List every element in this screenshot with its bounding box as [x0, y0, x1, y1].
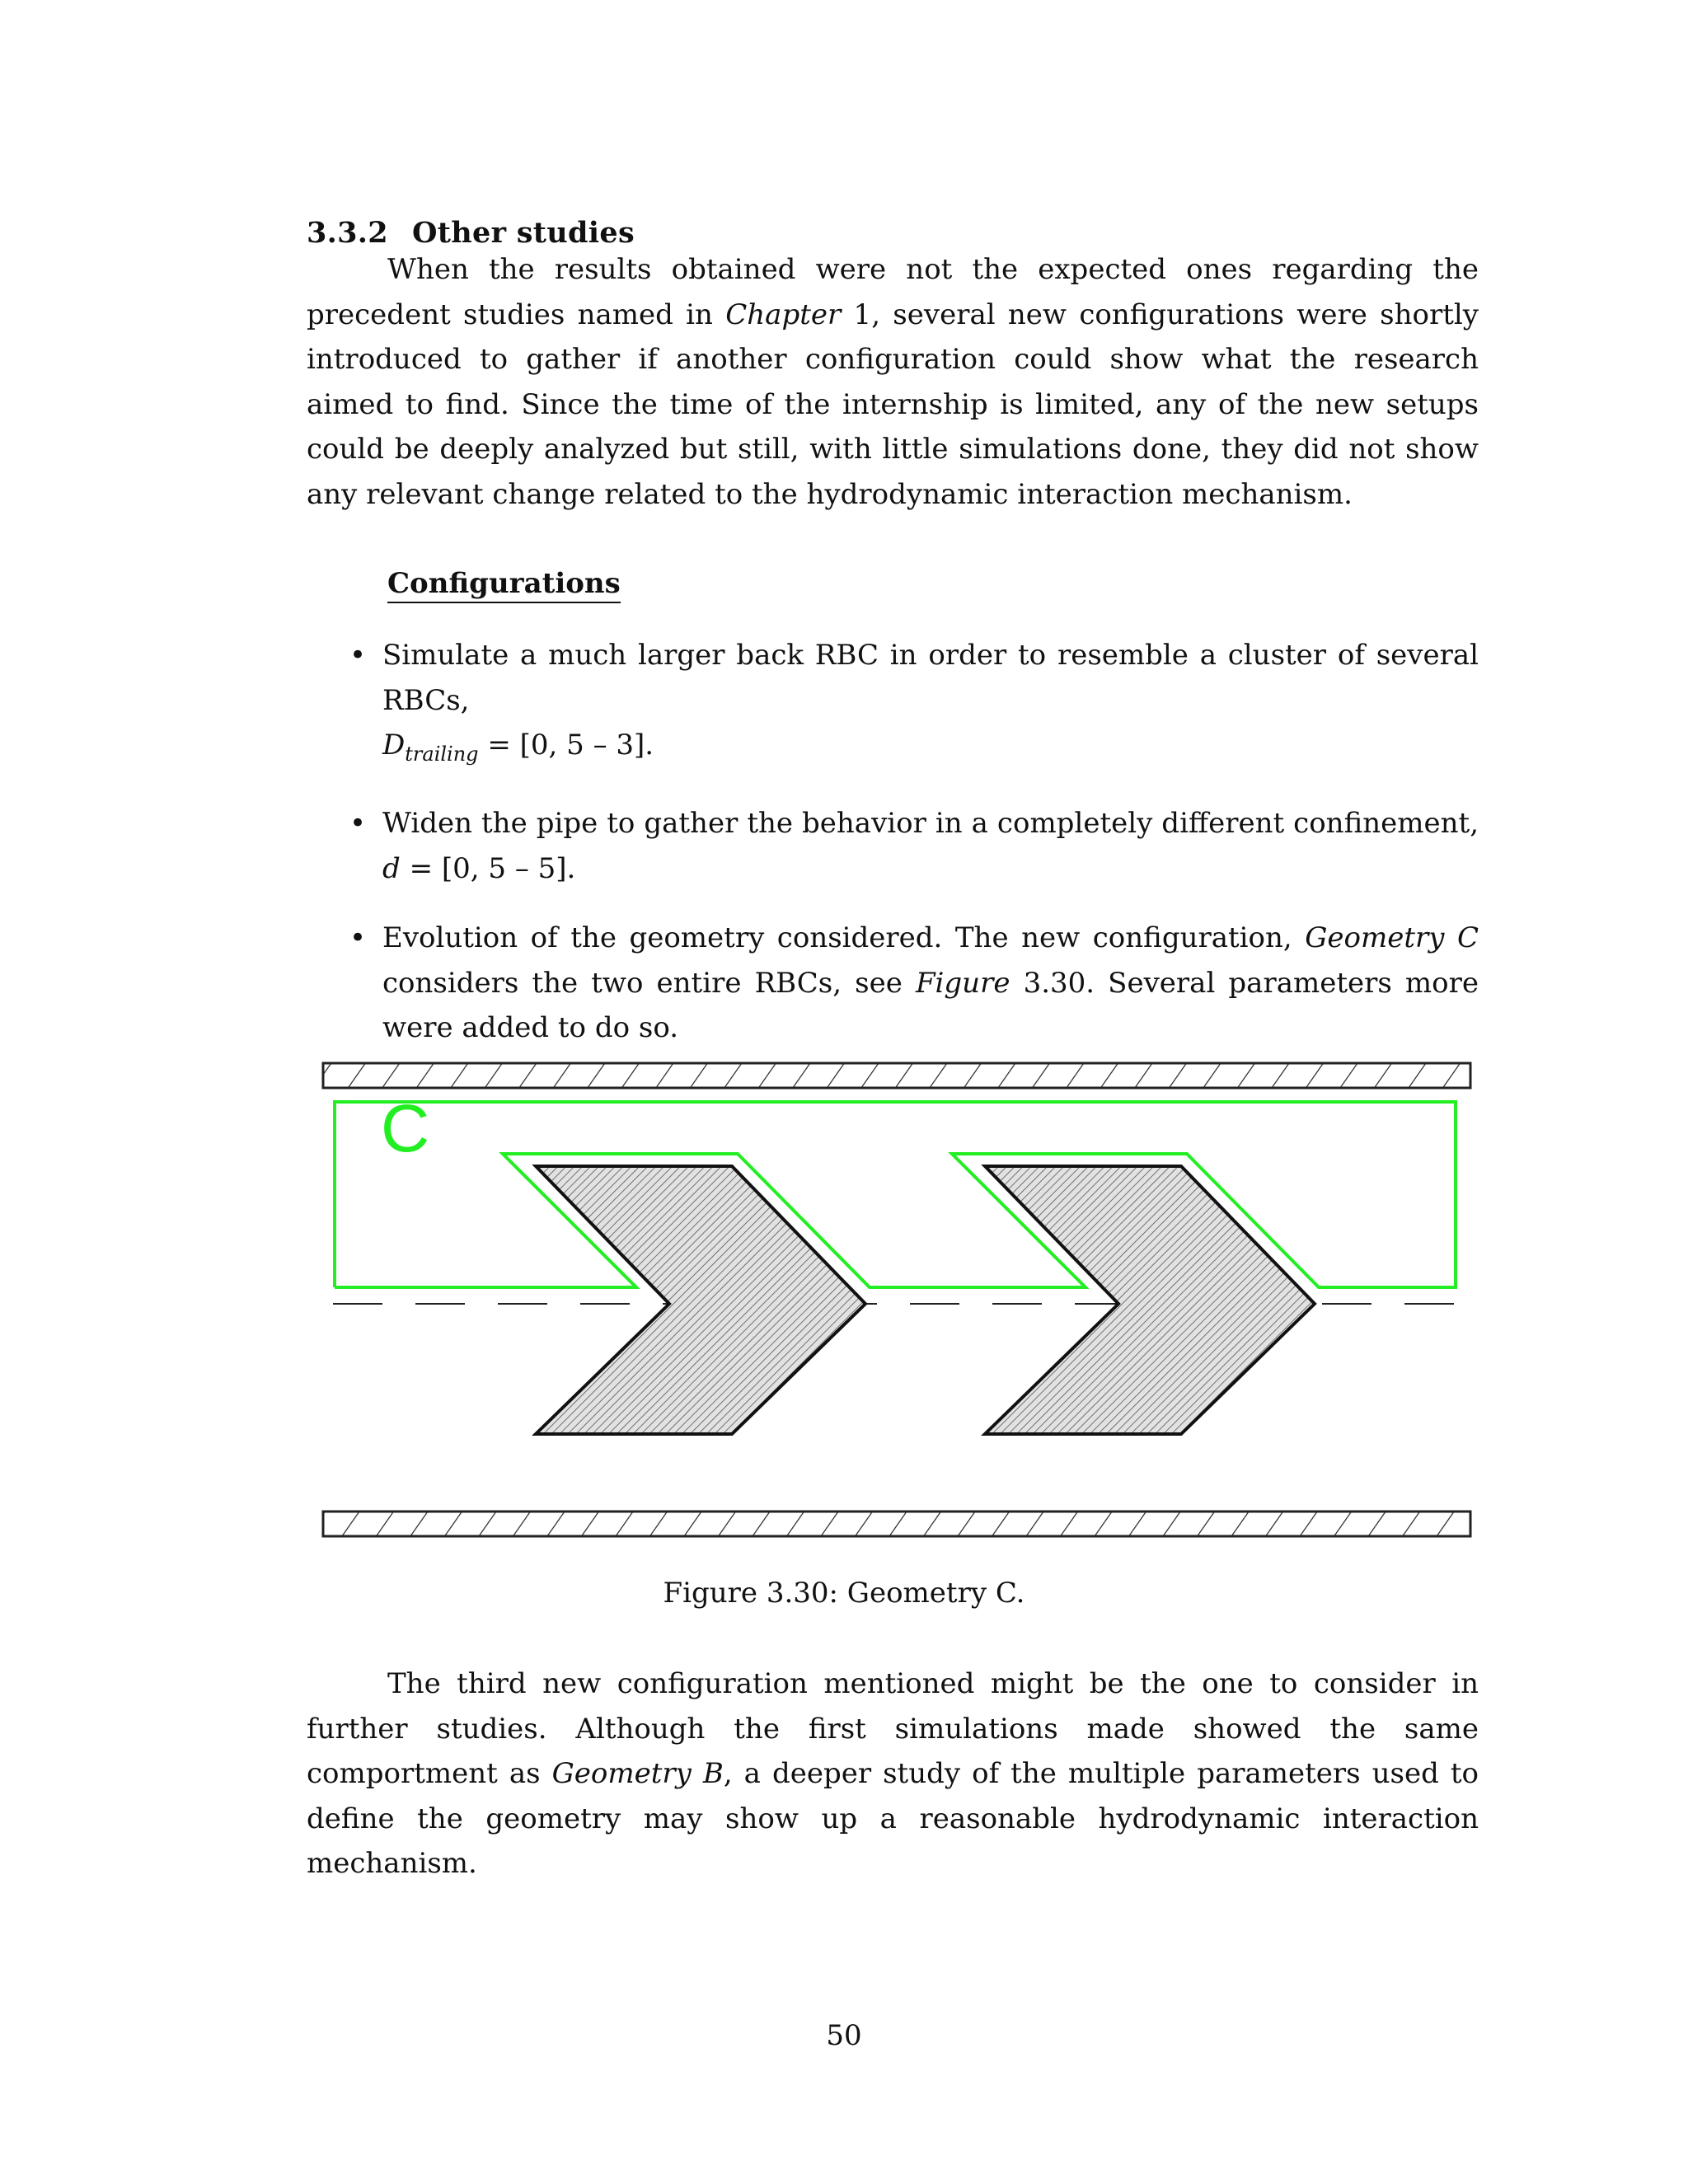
- bullet-icon: •: [349, 921, 367, 955]
- geometry-c-label: C: [381, 1091, 430, 1166]
- closing-geometry-name: Geometry B: [551, 1757, 724, 1790]
- intro-paragraph: [307, 247, 1479, 517]
- closing-text-1: The third new configuration mentioned might be the one to consider in further studies. Although the first simulations made showed the same comportment as: [307, 1667, 1479, 1790]
- configurations-list: [307, 633, 1479, 1076]
- item1-math-var: D: [382, 729, 406, 762]
- item2-text: Widen the pipe to gather the behavior in a completely different confinement,: [382, 807, 1479, 841]
- section-number: 3.3.2: [307, 216, 388, 250]
- bullet-icon: •: [349, 807, 367, 841]
- item3-figure-word: Figure: [915, 966, 1010, 1000]
- item1-text: Simulate a much larger back RBC in order to resemble a cluster of several RBCs,: [382, 639, 1479, 717]
- closing-paragraph: [307, 1661, 1479, 1886]
- rbc-shape-1: [536, 1166, 865, 1434]
- list-item: [307, 916, 1479, 1051]
- rbc-shape-2: [985, 1166, 1315, 1434]
- chapter-word: Chapter: [725, 298, 842, 331]
- geometry-c-figure: [0, 1047, 1688, 1558]
- bullet-icon: •: [349, 639, 367, 672]
- configurations-heading: Configurations: [387, 567, 621, 603]
- item2-math-var: d: [382, 851, 401, 885]
- section-title: Other studies: [412, 216, 635, 250]
- figure-caption: Figure 3.30: Geometry C.: [663, 1577, 1025, 1610]
- closing-text-2: , a deeper study of the multiple parameters used to define the geometry may show up a reasonable hydrodynamic interaction mechanism.: [307, 1757, 1479, 1880]
- item1-math-subscript: trailing: [405, 742, 479, 766]
- item3-text-1: Evolution of the geometry considered. The new configuration,: [382, 921, 1306, 955]
- item3-text-2: considers the two entire RBCs, see: [382, 966, 916, 1000]
- bottom-wall: [323, 1511, 1470, 1536]
- intro-text-1: When the results obtained were not the expected ones regarding the precedent studies named in: [307, 253, 1479, 331]
- list-item: [307, 633, 1479, 776]
- intro-text-2: 1, several new configurations were shortly introduced to gather if another configuration could show what the research aimed to find. Since the time of the internship is limited, any of the new setups could be deeply analyzed but still, with little simulations done, they did not show any relevant change related to the hydrodynamic interaction mechanism.: [307, 298, 1479, 511]
- item1-math-rest: = [0, 5 – 3].: [478, 729, 654, 762]
- item2-math-rest: = [0, 5 – 5].: [400, 851, 576, 885]
- top-wall: [323, 1063, 1470, 1088]
- domain-outline-c: [335, 1102, 1456, 1287]
- item3-text-3: 3.30. Several parameters more were added to do so.: [382, 966, 1479, 1045]
- list-item: [307, 801, 1479, 891]
- section-heading: [307, 216, 635, 250]
- item3-geometry-name: Geometry C: [1305, 921, 1479, 955]
- page-number: 50: [826, 2019, 862, 2052]
